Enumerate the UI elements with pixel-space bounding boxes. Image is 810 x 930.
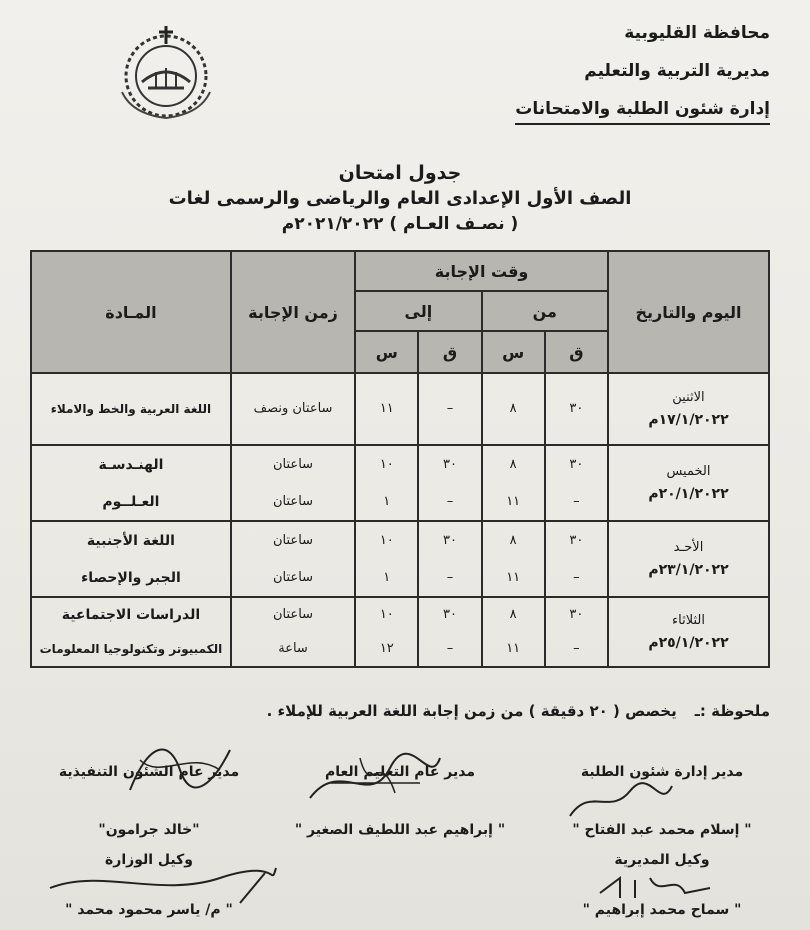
note-label: ملحوظة :ـ — [694, 702, 770, 720]
to-hour: ١٢ — [355, 632, 418, 667]
to-minute: ٣٠ — [418, 521, 481, 559]
governorate-name: محافظة القليوبية — [624, 23, 770, 43]
subject-cell: اللغة العربية والخط والاملاء — [31, 373, 231, 445]
header-from-hour: س — [482, 331, 545, 373]
to-hour: ١ — [355, 483, 418, 521]
to-minute: – — [418, 483, 481, 521]
duration-cell: ساعتان ونصف — [231, 373, 355, 445]
subject-cell: اللغة الأجنبية — [31, 521, 231, 559]
duration-cell: ساعتان — [231, 445, 355, 483]
day-cell — [608, 373, 769, 445]
table-row — [31, 521, 769, 559]
day-cell — [608, 597, 769, 667]
to-hour: ١٠ — [355, 445, 418, 483]
to-minute: – — [418, 373, 481, 445]
header-subject: المـادة — [31, 251, 231, 373]
handwritten-signature-icon — [560, 776, 680, 826]
from-minute: ٣٠ — [545, 521, 608, 559]
subject-cell: الجبر والإحصاء — [31, 559, 231, 597]
to-hour: ١١ — [355, 373, 418, 445]
day-name: الاثنين — [672, 390, 705, 405]
header-duration: زمن الإجابة — [231, 251, 355, 373]
exam-title — [150, 160, 650, 236]
day-date: ١٧/١/٢٠٢٢م — [648, 412, 729, 428]
duration-cell: ساعتان — [231, 559, 355, 597]
from-hour: ١١ — [482, 483, 545, 521]
table-row — [31, 445, 769, 483]
issuer-header — [470, 14, 770, 128]
department-name: إدارة شئون الطلبة والامتحانات — [515, 95, 770, 125]
handwritten-signature-icon — [300, 738, 450, 818]
from-minute: – — [545, 559, 608, 597]
header-from: من — [482, 291, 608, 331]
day-date: ٢٥/١/٢٠٢٢م — [648, 635, 729, 651]
from-hour: ٨ — [482, 521, 545, 559]
from-minute: ٣٠ — [545, 597, 608, 632]
handwritten-signature-icon — [40, 858, 280, 918]
subject-cell: الهنـدسـة — [31, 445, 231, 483]
header-day-date: اليوم والتاريخ — [608, 251, 769, 373]
from-hour: ٨ — [482, 445, 545, 483]
header-to: إلى — [355, 291, 481, 331]
to-minute: – — [418, 632, 481, 667]
exam-schedule-table — [30, 250, 770, 668]
header-from-minute: ق — [545, 331, 608, 373]
signature-name: " سماح محمد إبراهيم " — [582, 902, 742, 918]
signature-role: مدير عام الشئون التنفيذية — [58, 764, 240, 780]
from-hour: ١١ — [482, 559, 545, 597]
duration-cell: ساعتان — [231, 483, 355, 521]
header-answer-time: وقت الإجابة — [355, 251, 608, 291]
handwritten-signature-icon — [120, 730, 240, 800]
header-to-hour: س — [355, 331, 418, 373]
day-cell — [608, 445, 769, 521]
note-text: يخصص ( ٢٠ دقيقة ) من زمن إجابة اللغة العربية للإملاء . — [266, 702, 677, 720]
duration-cell: ساعة — [231, 632, 355, 667]
from-hour: ٨ — [482, 373, 545, 445]
duration-cell: ساعتان — [231, 521, 355, 559]
signature-name: " م/ ياسر محمود محمد " — [65, 902, 233, 918]
signature-role: مدير عام التعليم العام — [325, 764, 475, 780]
to-minute: – — [418, 559, 481, 597]
to-minute: ٣٠ — [418, 597, 481, 632]
day-name: الخميس — [666, 464, 711, 479]
to-hour: ١٠ — [355, 597, 418, 632]
from-minute: – — [545, 483, 608, 521]
from-minute: – — [545, 632, 608, 667]
signature-name: "خالد جرامون" — [98, 822, 200, 838]
directorate-name: مديرية التربية والتعليم — [584, 61, 770, 81]
day-name: الأحـد — [673, 540, 704, 555]
signature-role: وكيل الوزارة — [105, 852, 193, 868]
from-minute: ٣٠ — [545, 445, 608, 483]
from-hour: ٨ — [482, 597, 545, 632]
day-date: ٢٣/١/٢٠٢٢م — [648, 562, 729, 578]
subject-cell: الدراسات الاجتماعية — [31, 597, 231, 632]
signature-role: مدير إدارة شئون الطلبة — [580, 764, 744, 780]
to-hour: ١ — [355, 559, 418, 597]
duration-cell: ساعتان — [231, 597, 355, 632]
to-hour: ١٠ — [355, 521, 418, 559]
table-row — [31, 597, 769, 632]
signature-name: " إسلام محمد عبد الفتاح " — [572, 822, 752, 838]
day-date: ٢٠/١/٢٠٢٢م — [648, 486, 729, 502]
title-line-1: جدول امتحان — [338, 162, 462, 184]
subject-cell: الكمبيوتر وتكنولوجيا المعلومات — [31, 632, 231, 667]
handwritten-signature-icon — [590, 868, 720, 908]
title-line-2: الصف الأول الإعدادى العام والرياضى والرسمى لغات — [168, 188, 632, 209]
to-minute: ٣٠ — [418, 445, 481, 483]
from-hour: ١١ — [482, 632, 545, 667]
signature-name: " إبراهيم عبد اللطيف الصغير " — [294, 822, 506, 838]
title-line-3: ( نصـف العـام ) ٢٠٢١/٢٠٢٢م — [281, 214, 519, 234]
subject-cell: العـلــوم — [31, 483, 231, 521]
header-to-minute: ق — [418, 331, 481, 373]
day-name: الثلاثاء — [672, 613, 705, 628]
emblem-seal-icon — [112, 22, 220, 122]
day-cell — [608, 521, 769, 597]
table-row — [31, 373, 769, 445]
signature-role: وكيل المديرية — [614, 852, 710, 868]
exam-note — [30, 702, 770, 720]
from-minute: ٣٠ — [545, 373, 608, 445]
